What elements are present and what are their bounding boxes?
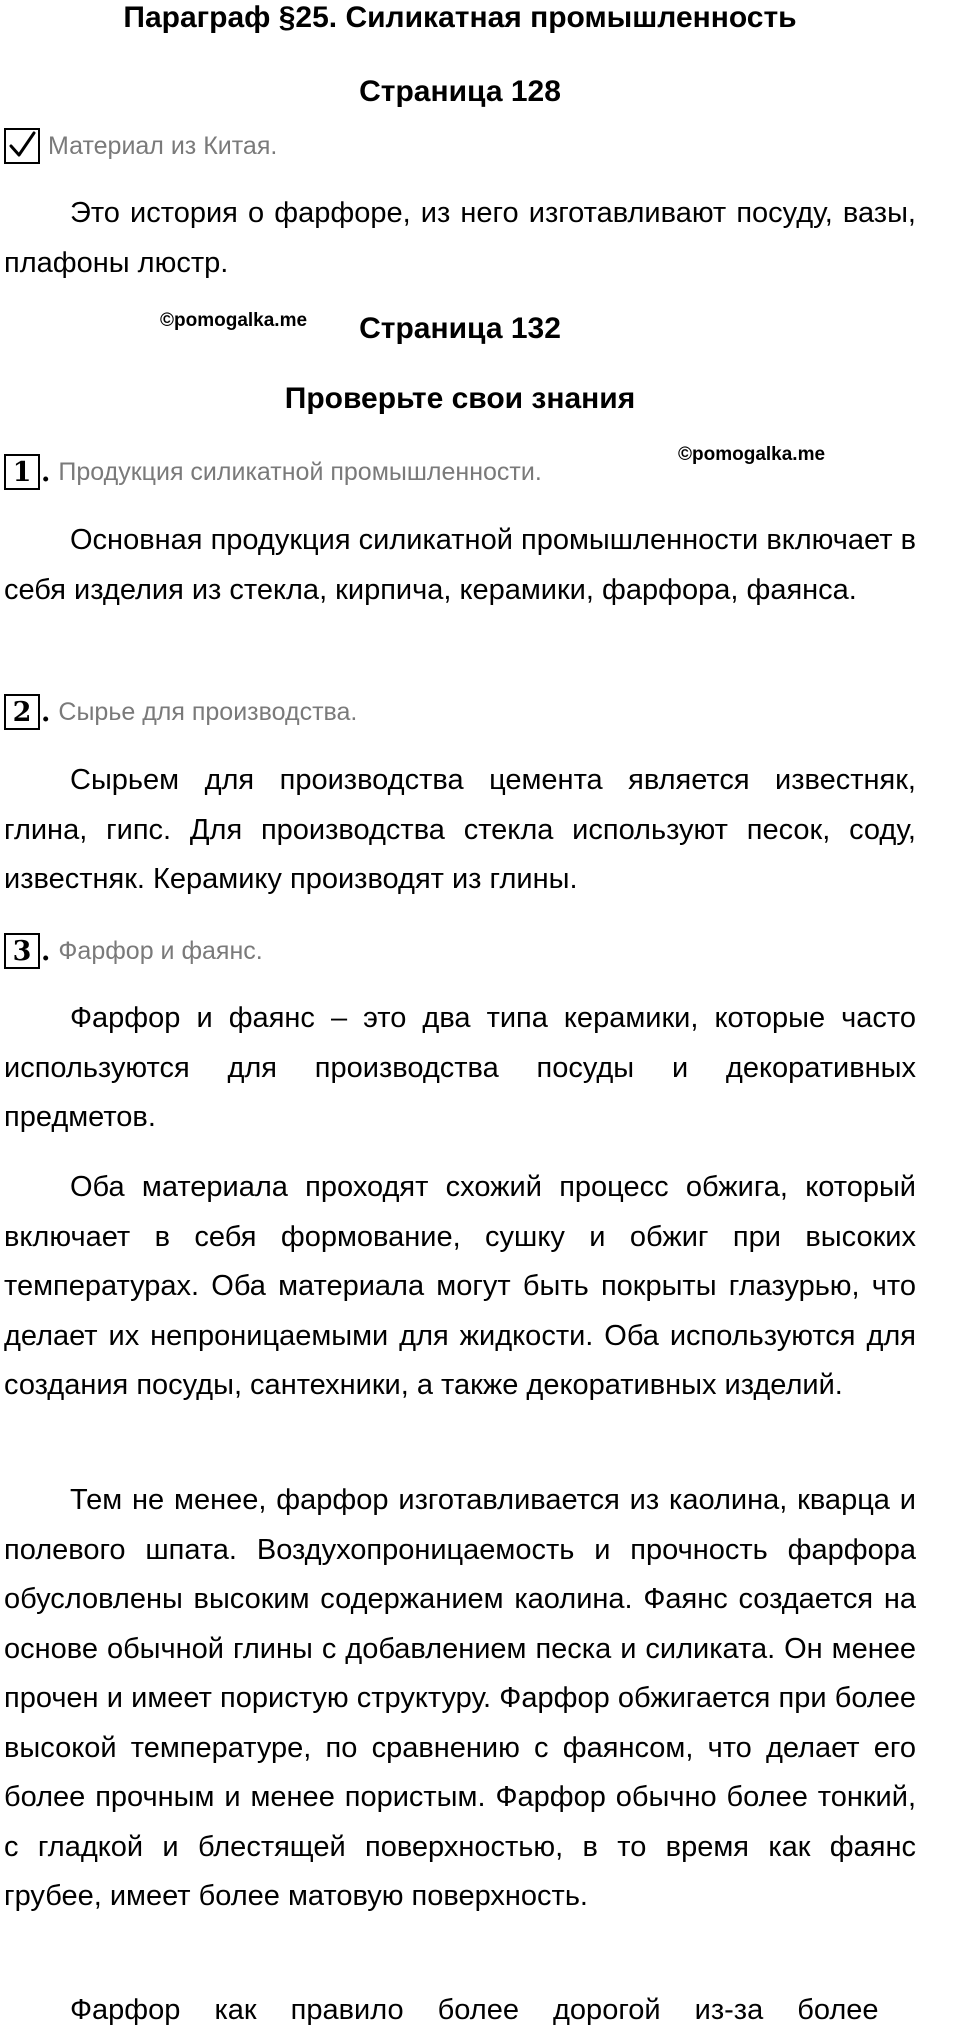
question-prompt: Продукция силикатной промышленности. xyxy=(58,457,542,486)
watermark: ©pomogalka.me xyxy=(678,444,826,465)
intro-prompt-line xyxy=(4,126,277,166)
question-number-box: 3 xyxy=(4,933,40,969)
answer-paragraph-truncated: Фарфор как правило более дорогой из-за более xyxy=(70,1994,879,2026)
question-number-dot: . xyxy=(41,456,51,488)
answer-paragraph: Фарфор и фаянс – это два типа керамики, которые часто используются для производства посуды и декоративных предметов. xyxy=(4,1002,916,1133)
question-prompt: Сырье для производства. xyxy=(58,697,358,726)
question-prompt: Фарфор и фаянс. xyxy=(58,936,263,965)
checkmark-box-icon xyxy=(4,128,40,164)
question-number-box: 2 xyxy=(4,694,40,730)
answer-paragraph: Основная продукция силикатной промышленности включает в себя изделия из стекла, кирпича, керамики, фарфора, фаянса. xyxy=(4,524,916,606)
question-number-dot: . xyxy=(41,935,51,967)
intro-prompt: Материал из Китая. xyxy=(48,131,278,160)
question-1-line xyxy=(4,452,542,492)
answer-paragraph: Оба материала проходят схожий процесс обжига, который включает в себя формование, сушку и обжиг при высоких температурах. Оба материала могут быть покрыты глазурью, что делает их непроницаемыми для жидкости. Оба используются для создания посуды, сантехники, а также декоративных изделий. xyxy=(4,1171,916,1401)
intro-answer: Это история о фарфоре, из него изготавливают посуду, вазы, плафоны люстр. xyxy=(4,197,916,279)
answer-paragraph: Сырьем для производства цемента является известняк, глина, гипс. Для производства стекла используют песок, соду, известняк. Керамику производят из глины. xyxy=(4,764,916,895)
page-number-132: Страница 132 xyxy=(359,312,561,345)
section-heading: Проверьте свои знания xyxy=(284,382,636,415)
question-number-dot: . xyxy=(41,696,51,728)
checkmark-icon xyxy=(8,131,36,159)
question-2-line xyxy=(4,692,357,732)
page-title: Параграф §25. Силикатная промышленность xyxy=(123,1,797,34)
answer-paragraph: Тем не менее, фарфор изготавливается из каолина, кварца и полевого шпата. Воздухопроницаемость и прочность фарфора обусловлены высоким содержанием каолина. Фаянс создается на основе обычной глины с добавлением песка и силиката. Он менее прочен и имеет пористую структуру. Фарфор обжигается при более высокой температуре, по сравнению с фаянсом, что делает его более прочным и менее пористым. Фарфор обычно более тонкий, с гладкой и блестящей поверхностью, в то время как фаянс грубее, имеет более матовую поверхность. xyxy=(4,1484,916,1912)
question-3-line xyxy=(4,931,263,971)
question-number-box: 1 xyxy=(4,454,40,490)
page-number-128: Страница 128 xyxy=(359,75,561,108)
watermark: ©pomogalka.me xyxy=(160,310,308,331)
